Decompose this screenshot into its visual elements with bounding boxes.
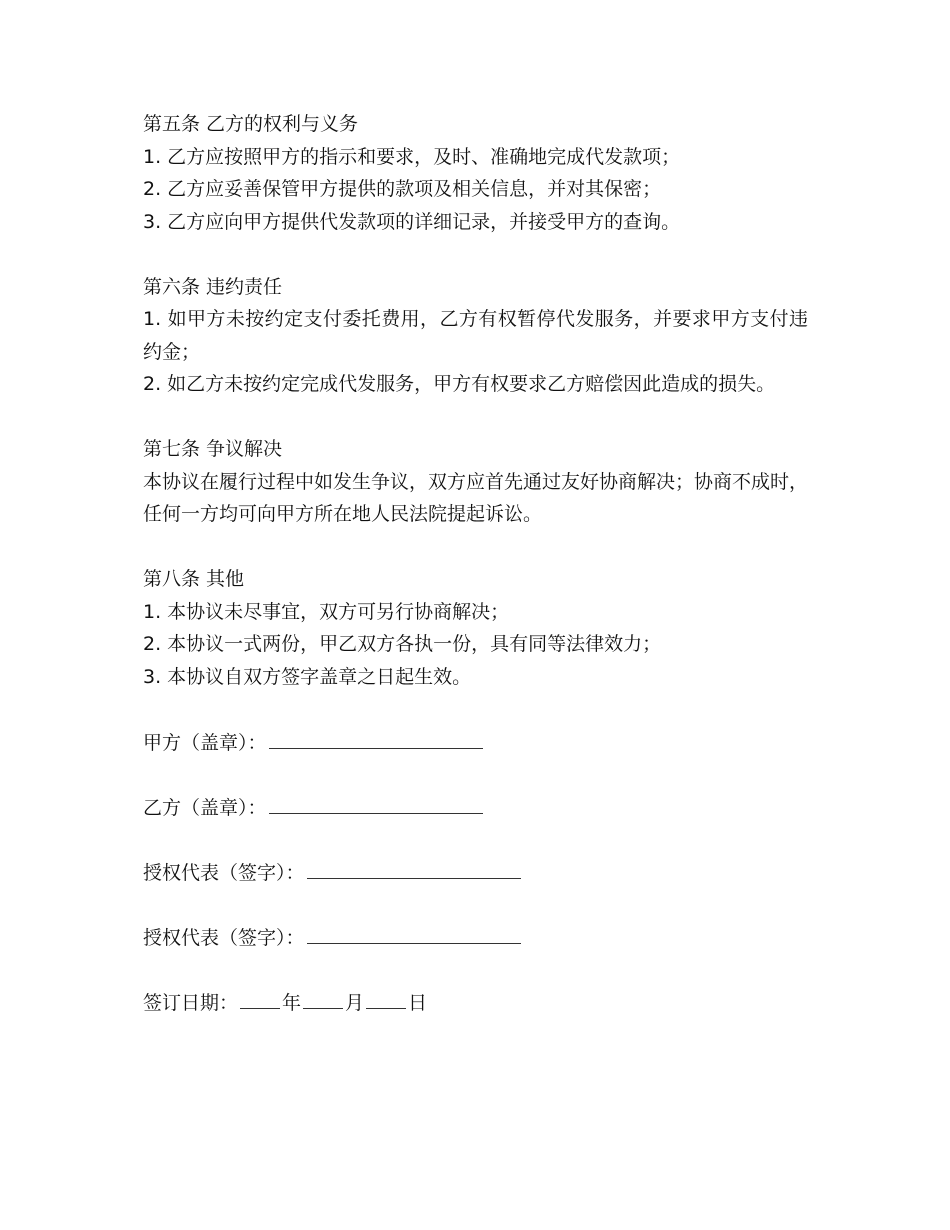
spacer bbox=[143, 693, 808, 726]
spacer bbox=[143, 823, 808, 856]
month-label: 月 bbox=[345, 991, 365, 1014]
article-6-item-2: 2. 如乙方未按约定完成代发服务，甲方有权要求乙方赔偿因此造成的损失。 bbox=[143, 373, 776, 395]
spacer bbox=[143, 531, 808, 564]
party-a-seal-blank[interactable] bbox=[269, 726, 483, 749]
rep-a-sign-label: 授权代表（签字）： bbox=[143, 861, 305, 884]
spacer bbox=[143, 238, 808, 271]
rep-a-sign-line bbox=[143, 856, 808, 889]
article-6-heading: 第六条 违约责任 bbox=[143, 275, 283, 298]
article-8-item-3: 3. 本协议自双方签字盖章之日起生效。 bbox=[143, 665, 472, 688]
article-5-item-3: 3. 乙方应向甲方提供代发款项的详细记录，并接受甲方的查询。 bbox=[143, 210, 681, 233]
year-label: 年 bbox=[282, 991, 302, 1014]
article-8-item-1: 1. 本协议未尽事宜，双方可另行协商解决； bbox=[143, 600, 510, 623]
signature-block bbox=[143, 726, 808, 1019]
party-a-seal-line bbox=[143, 726, 808, 759]
article-5 bbox=[143, 108, 808, 238]
rep-b-sign-blank[interactable] bbox=[307, 921, 521, 944]
article-7-body: 本协议在履行过程中如发生争议，双方应首先通过友好协商解决；协商不成时，任何一方均可向甲方所在地人民法院提起诉讼。 bbox=[143, 470, 809, 525]
article-7 bbox=[143, 433, 808, 531]
spacer bbox=[143, 758, 808, 791]
day-blank[interactable] bbox=[366, 986, 406, 1009]
article-8-item-2: 2. 本协议一式两份，甲乙双方各执一份，具有同等法律效力； bbox=[143, 633, 662, 655]
article-6 bbox=[143, 271, 808, 401]
contract-page bbox=[143, 108, 808, 1018]
spacer bbox=[143, 953, 808, 986]
party-b-seal-blank[interactable] bbox=[269, 791, 483, 814]
year-blank[interactable] bbox=[240, 986, 280, 1009]
spacer bbox=[143, 888, 808, 921]
signing-date-line bbox=[143, 986, 808, 1019]
article-5-heading: 第五条 乙方的权利与义务 bbox=[143, 113, 359, 135]
spacer bbox=[143, 401, 808, 434]
signing-date-label: 签订日期： bbox=[143, 991, 239, 1014]
rep-b-sign-line bbox=[143, 921, 808, 954]
article-7-heading: 第七条 争议解决 bbox=[143, 438, 283, 460]
article-6-item-1: 1. 如甲方未按约定支付委托费用，乙方有权暂停代发服务，并要求甲方支付违约金； bbox=[143, 308, 808, 363]
party-a-seal-label: 甲方（盖章）： bbox=[143, 731, 267, 754]
rep-a-sign-blank[interactable] bbox=[307, 856, 521, 879]
article-5-item-1: 1. 乙方应按照甲方的指示和要求，及时、准确地完成代发款项； bbox=[143, 145, 681, 168]
article-8-heading: 第八条 其他 bbox=[143, 568, 245, 590]
article-5-item-2: 2. 乙方应妥善保管甲方提供的款项及相关信息，并对其保密； bbox=[143, 178, 662, 200]
party-b-seal-line bbox=[143, 791, 808, 824]
month-blank[interactable] bbox=[303, 986, 343, 1009]
article-8 bbox=[143, 563, 808, 693]
rep-b-sign-label: 授权代表（签字）： bbox=[143, 926, 305, 949]
party-b-seal-label: 乙方（盖章）： bbox=[143, 796, 267, 819]
day-label: 日 bbox=[408, 991, 428, 1014]
